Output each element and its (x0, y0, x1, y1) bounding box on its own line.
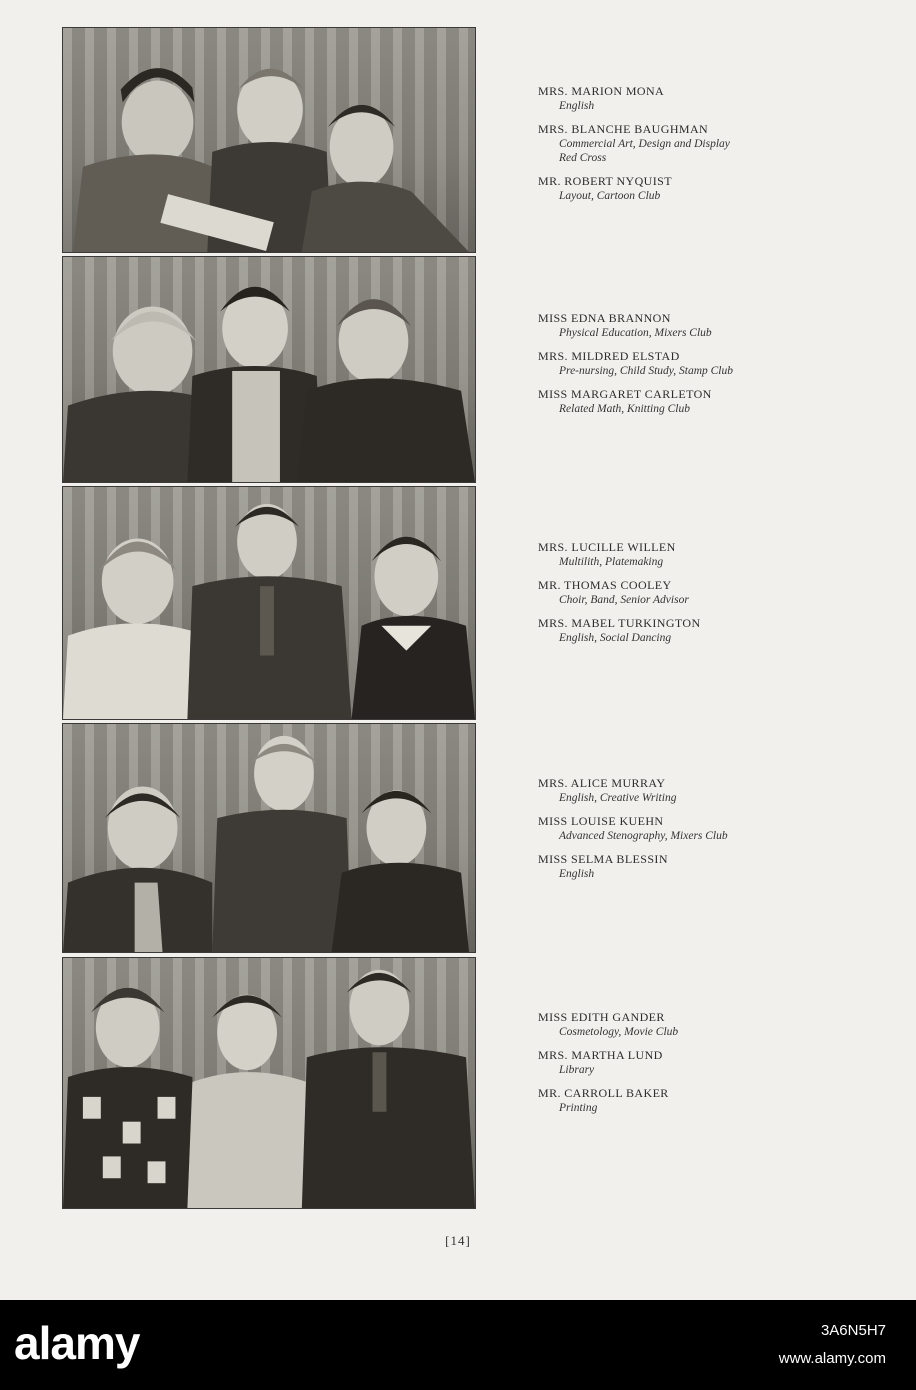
person-name: MRS. ALICE MURRAY (538, 776, 666, 790)
person-name: MR. THOMAS COOLEY (538, 578, 672, 592)
group-photo-2 (62, 256, 476, 483)
person-entry (538, 540, 868, 569)
person-entry (538, 1010, 868, 1039)
person-name: MRS. BLANCHE BAUGHMAN (538, 122, 709, 136)
person-name: MRS. MARION MONA (538, 84, 665, 98)
person-name: MISS LOUISE KUEHN (538, 814, 664, 828)
photo-figures-4 (63, 724, 475, 952)
group-photo-4 (62, 723, 476, 953)
person-role: Red Cross (559, 152, 607, 164)
person-role: Physical Education, Mixers Club (559, 327, 712, 339)
person-entry (538, 578, 868, 607)
person-name: MR. ROBERT NYQUIST (538, 174, 672, 188)
caption-group-4 (538, 776, 868, 890)
person-entry (538, 387, 868, 416)
caption-group-3 (538, 540, 868, 654)
photo-figures-3 (63, 487, 475, 719)
person-role: Commercial Art, Design and Display (559, 138, 730, 150)
person-name: MRS. MABEL TURKINGTON (538, 616, 701, 630)
image-id: 3A6N5H7 (820, 1322, 886, 1339)
person-role: English (559, 868, 595, 880)
person-name: MRS. LUCILLE WILLEN (538, 540, 676, 554)
person-entry (538, 616, 868, 645)
photo-figures-2 (63, 257, 475, 482)
person-name: MISS SELMA BLESSIN (538, 852, 668, 866)
person-entry (538, 776, 868, 805)
watermark-banner (0, 1300, 916, 1390)
person-role: English (559, 100, 595, 112)
group-photo-1 (62, 27, 476, 253)
person-name: MRS. MILDRED ELSTAD (538, 349, 680, 363)
person-entry (538, 1086, 868, 1115)
person-role: Advanced Stenography, Mixers Club (559, 830, 728, 842)
person-entry (538, 1048, 868, 1077)
person-entry (538, 311, 868, 340)
person-name: MISS EDITH GANDER (538, 1010, 665, 1024)
person-role: Related Math, Knitting Club (559, 403, 690, 415)
person-entry (538, 814, 868, 843)
person-role: Multilith, Platemaking (559, 556, 664, 568)
person-entry (538, 852, 868, 881)
group-photo-3 (62, 486, 476, 720)
group-photo-5 (62, 957, 476, 1209)
person-role: Printing (559, 1102, 598, 1114)
page-number: [14] (445, 1233, 471, 1248)
site-url: www.alamy.com (778, 1350, 886, 1367)
caption-group-2 (538, 311, 868, 425)
person-name: MISS EDNA BRANNON (538, 311, 671, 325)
person-role: Layout, Cartoon Club (559, 190, 661, 202)
person-role: English, Creative Writing (559, 792, 677, 804)
person-role: Choir, Band, Senior Advisor (559, 594, 689, 606)
person-entry (538, 122, 868, 165)
person-role: Pre-nursing, Child Study, Stamp Club (559, 365, 733, 377)
person-entry (538, 349, 868, 378)
caption-group-1 (538, 84, 868, 212)
alamy-logo: alamy (14, 1317, 140, 1369)
person-name: MRS. MARTHA LUND (538, 1048, 663, 1062)
person-entry (538, 174, 868, 203)
person-role: Cosmetology, Movie Club (559, 1026, 679, 1038)
person-entry (538, 84, 868, 113)
caption-group-5 (538, 1010, 868, 1124)
photo-figures-5 (63, 958, 475, 1208)
person-role: English, Social Dancing (559, 632, 672, 644)
photo-figures-1 (63, 28, 475, 252)
person-name: MISS MARGARET CARLETON (538, 387, 712, 401)
person-name: MR. CARROLL BAKER (538, 1086, 669, 1100)
person-role: Library (559, 1064, 595, 1076)
